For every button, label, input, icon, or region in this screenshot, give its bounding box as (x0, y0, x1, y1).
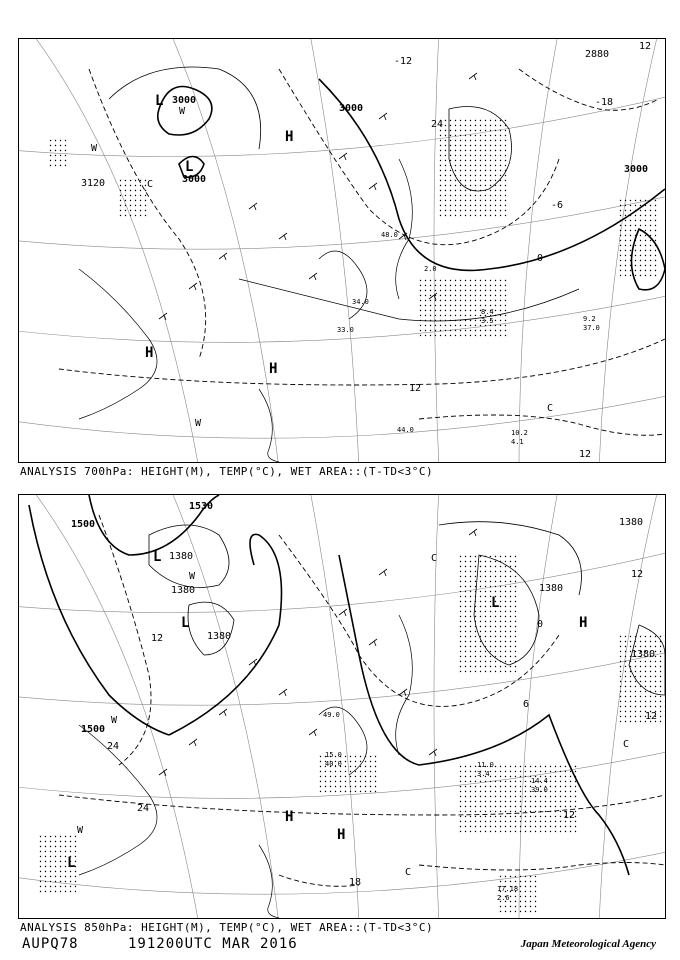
contour-label: 3000 (624, 164, 649, 175)
isotherm-label: 12 (639, 41, 652, 52)
warm-center-marker: W (77, 825, 84, 836)
valid-time: 191200UTC MAR 2016 (128, 936, 298, 952)
height-contours (158, 79, 665, 290)
station-value: 14.4 (531, 777, 548, 785)
contour-label: 3000 (339, 103, 364, 114)
isotherm-label: -12 (394, 56, 413, 67)
cold-center-marker: C (623, 739, 630, 750)
contour-label: 3120 (81, 178, 106, 189)
low-center-marker: L (67, 855, 76, 871)
isotherm-label: 18 (349, 877, 362, 888)
isotherm-label: 12 (409, 383, 422, 394)
station-value: 44.0 (397, 426, 414, 434)
station-value: 37.0 (583, 324, 600, 332)
station-value: 3.5 (481, 317, 494, 325)
isotherms (59, 69, 665, 435)
low-center-marker: L (181, 615, 190, 631)
panel-700hpa-caption: ANALYSIS 700hPa: HEIGHT(M), TEMP(°C), WET AREA::(T-TD<3°C) (20, 465, 434, 478)
high-center-marker: H (337, 827, 346, 843)
map-850hpa-canvas (19, 495, 665, 918)
isotherm-label: 24 (137, 803, 150, 814)
isotherm-label: 24 (107, 741, 120, 752)
isotherm-label: 12 (579, 449, 592, 460)
station-value: 15.0 (325, 751, 342, 759)
high-center-marker: H (269, 361, 278, 377)
agency-credit: Japan Meteorological Agency (520, 938, 656, 950)
isotherm-label: 0 (537, 253, 544, 264)
high-center-marker: H (145, 345, 154, 361)
contour-label: 1530 (189, 501, 214, 512)
station-value: 34.0 (352, 298, 369, 306)
wind-barbs (159, 529, 477, 776)
wet-area-stipple (39, 555, 665, 915)
station-value: 48.0 (381, 231, 398, 239)
isotherm-label: -18 (595, 97, 614, 108)
isotherm-label: 24 (431, 119, 444, 130)
contour-label: 3000 (182, 174, 207, 185)
warm-center-marker: W (189, 571, 196, 582)
warm-center-marker: W (179, 106, 186, 117)
station-value: 33.0 (337, 326, 354, 334)
high-center-marker: H (285, 809, 294, 825)
map-700hpa-canvas (19, 39, 665, 462)
isotherm-label: 12 (631, 569, 644, 580)
station-value: 49.0 (323, 711, 340, 719)
graticule (19, 495, 665, 918)
station-value: 9.2 (583, 315, 596, 323)
station-value: 3.4 (477, 770, 490, 778)
station-value: 4.1 (511, 438, 524, 446)
contour-label: 1380 (631, 649, 656, 660)
contour-label: 1380 (171, 585, 196, 596)
cold-center-marker: C (547, 403, 554, 414)
contour-label: 1380 (207, 631, 232, 642)
thin-contours (149, 522, 665, 695)
station-value: 17.18 (497, 885, 519, 893)
contour-label: 3000 (172, 95, 197, 106)
low-center-marker: L (491, 595, 500, 611)
contour-label: 1380 (539, 583, 564, 594)
high-center-marker: H (579, 615, 588, 631)
isotherm-label: 12 (563, 810, 576, 821)
isotherm-label: 12 (645, 711, 658, 722)
station-value: 11.0 (477, 761, 494, 769)
contour-label: 1380 (619, 517, 644, 528)
cold-center-marker: C (431, 553, 438, 564)
isotherm-label: 0 (537, 619, 544, 630)
warm-center-marker: W (91, 143, 98, 154)
map-panel-700hpa (18, 38, 666, 463)
panel-850hpa-caption: ANALYSIS 850hPa: HEIGHT(M), TEMP(°C), WET AREA::(T-TD<3°C) (20, 921, 434, 934)
cold-center-marker: C (405, 867, 412, 878)
station-value: 8.4 (481, 308, 494, 316)
low-center-marker: L (155, 93, 164, 109)
contour-label: 2880 (585, 49, 610, 60)
contour-label: 1500 (71, 519, 96, 530)
product-code: AUPQ78 (22, 936, 79, 952)
contour-label: 1500 (81, 724, 106, 735)
station-value: 40.0 (325, 760, 342, 768)
high-center-marker: H (285, 129, 294, 145)
warm-center-marker: W (195, 418, 202, 429)
map-panel-850hpa (18, 494, 666, 919)
warm-center-marker: W (111, 715, 118, 726)
station-value: 39.0 (531, 786, 548, 794)
isotherm-label: 12 (151, 633, 164, 644)
contour-label: 1380 (169, 551, 194, 562)
station-value: 2.6 (497, 894, 510, 902)
isotherm-label: 6 (523, 699, 530, 710)
cold-center-marker: C (147, 179, 154, 190)
station-value: 10.2 (511, 429, 528, 437)
low-center-marker: L (185, 159, 194, 175)
station-value: 2.0 (424, 265, 437, 273)
wet-area-stipple (49, 119, 659, 339)
low-center-marker: L (153, 549, 162, 565)
isotherm-label: -6 (551, 200, 564, 211)
